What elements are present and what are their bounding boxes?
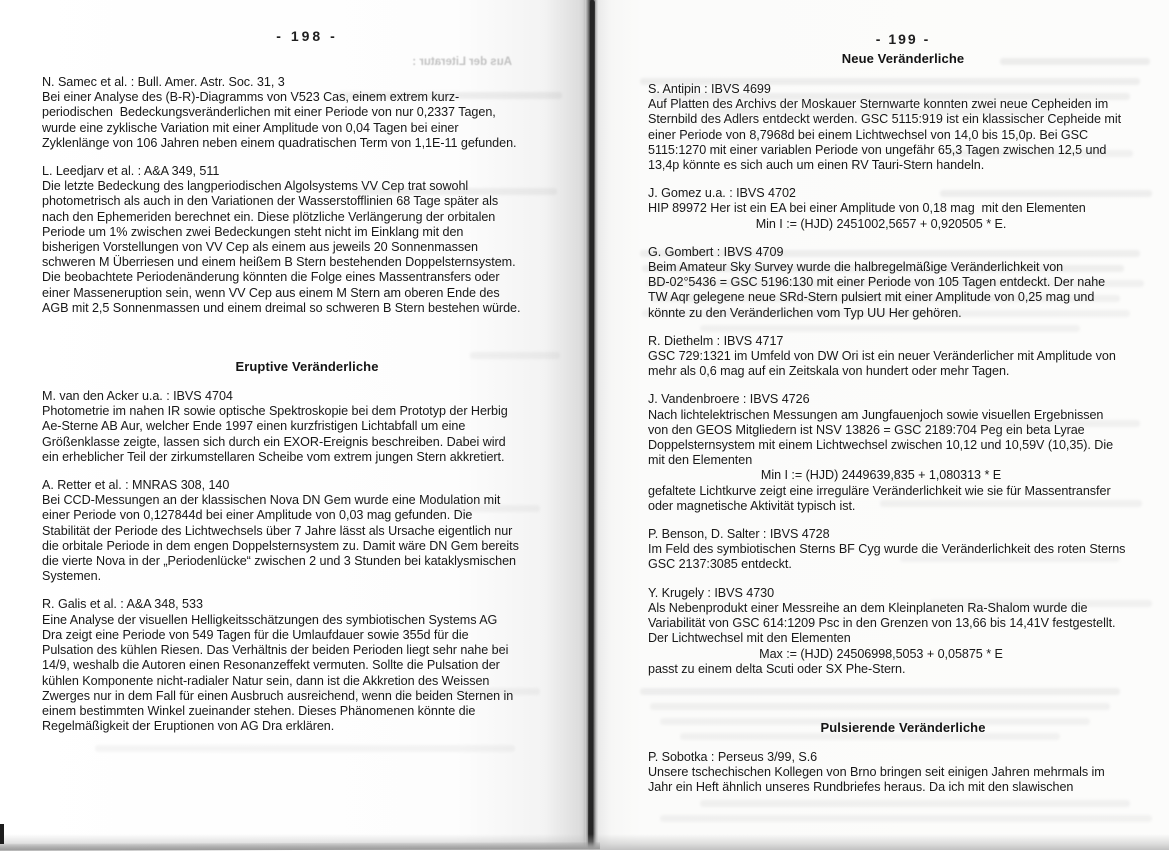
body-text-line: Ae-Sterne AB Aur, welcher Ende 1997 einen kurzfristigen Lichtabfall um eine bbox=[42, 419, 466, 434]
reference-citation: J. Gomez u.a. : IBVS 4702 bbox=[648, 186, 796, 201]
body-text-line: nach den Ephemeriden berechnet ein. Diese plötzliche Verlängerung der orbitalen bbox=[42, 209, 496, 224]
body-text-line: Der Lichtwechsel mit den Elementen bbox=[648, 631, 851, 646]
body-text-line: GSC 729:1321 im Umfeld von DW Ori ist ein neuer Veränderlicher mit Amplitude von bbox=[648, 349, 1116, 364]
reference-citation: L. Leedjarv et al. : A&A 349, 511 bbox=[42, 164, 220, 179]
body-text-line: kühlen Komponente nicht-radialer Natur sein, dann ist die Akkretion des Weissen bbox=[42, 673, 490, 688]
section-heading: Eruptive Veränderliche bbox=[235, 359, 379, 375]
body-text-line: HIP 89972 Her ist ein EA bei einer Amplitude von 0,18 mag mit den Elementen bbox=[648, 201, 1086, 216]
body-text-line: die vierte Nova in der „Periodenlücke“ zwischen 2 und 3 Stunden bei kataklysmischen bbox=[42, 554, 516, 569]
body-text-line: Dra zeigt eine Periode von 549 Tagen für die Umlaufdauer sowie 355d für die bbox=[42, 627, 469, 642]
body-text-line: ein erheblicher Teil der zirkumstellaren Scheibe vom extrem jungen Stern akkretiert. bbox=[42, 449, 505, 464]
body-text-line: von den GEOS Mitgliedern ist NSV 13826 = GSC 2189:704 Peg ein beta Lyrae bbox=[648, 422, 1085, 437]
body-text-line: könnte zu den Veränderlichen vom Typ UU Her gehören. bbox=[648, 305, 962, 320]
body-text-line: Unsere tschechischen Kollegen von Brno bringen seit einigen Jahren mehrmals im bbox=[648, 765, 1105, 780]
body-text-line: die orbitale Periode in dem engen Doppelsternsystem zu. Damit wäre DN Gem bereits bbox=[42, 538, 519, 553]
reference-citation: R. Galis et al. : A&A 348, 533 bbox=[42, 597, 203, 612]
body-text-line: Bei einer Analyse des (B-R)-Diagramms von V523 Cas, einem extrem kurz- bbox=[42, 90, 460, 105]
body-text-line: einer Periode von 8,7968d bei einem Lichtwechsel von 14,0 bis 15,0p. Bei GSC bbox=[648, 127, 1089, 142]
body-text-line: Regelmäßigkeit der Eruptionen von AG Dra erklären. bbox=[42, 719, 335, 734]
body-text-line: Pulsation des kühlen Riesen. Das Verhältnis der beiden Perioden liegt sehr nahe bei bbox=[42, 643, 509, 658]
body-text-line: Periode um 1% zwischen zwei Bedeckungen steht nicht im Einklang mit den bbox=[42, 224, 464, 239]
body-text-line: Jahr ein Heft ähnlich unseres Rundbriefes heraus. Da ich mit den slawischen bbox=[648, 780, 1074, 795]
bleedthrough-streak bbox=[95, 745, 515, 752]
scan-left-edge-mark bbox=[0, 824, 4, 844]
body-text-line: einem bestimmten Winkel zueinander stehen. Dieses Phänomenen könnte die bbox=[42, 703, 476, 718]
section-heading: Pulsierende Veränderliche bbox=[820, 719, 986, 735]
body-text-line: Größenklasse zeigte, lassen sich durch ein EXOR-Ereignis beschreiben. Dabei wird bbox=[42, 434, 506, 449]
bleedthrough-streak bbox=[700, 800, 1130, 807]
body-text-line: GSC 2137:3085 entdeckt. bbox=[648, 557, 792, 572]
body-text-line: mehr als 0,6 mag auf ein Zeitskala von hundert oder mehr Tagen. bbox=[648, 364, 1010, 379]
body-text-line: 13,4p könnte es sich auch um einen RV Tauri-Stern handeln. bbox=[648, 158, 985, 173]
body-text-line: schweren M Überriesen und einem heißem B Stern bestehenden Doppelsternsystem. bbox=[42, 255, 516, 270]
reference-citation: P. Benson, D. Salter : IBVS 4728 bbox=[648, 527, 830, 542]
body-text-line: Als Nebenprodukt einer Messreihe an dem Kleinplaneten Ra-Shalom wurde die bbox=[648, 600, 1088, 615]
body-text-line: BD-02°5436 = GSC 5196:130 mit einer Periode von 105 Tagen entdeckt. Der nahe bbox=[648, 275, 1106, 290]
body-text-line: Im Feld des symbiotischen Sterns BF Cyg wurde die Veränderlichkeit des roten Sterns bbox=[648, 542, 1126, 557]
reference-citation: J. Vandenbroere : IBVS 4726 bbox=[648, 392, 810, 407]
formula-line: Max := (HJD) 24506998,5053 + 0,05875 * E bbox=[759, 646, 1003, 661]
body-text-line: 14/9, weshalb die Autoren einen Resonanzeffekt vermuten. Sollte die Pulsation der bbox=[42, 658, 500, 673]
reference-citation: G. Gombert : IBVS 4709 bbox=[648, 244, 784, 259]
body-text-line: Bei CCD-Messungen an der klassischen Nova DN Gem wurde eine Modulation mit bbox=[42, 493, 501, 508]
body-text-line: TW Aqr gelegene neue SRd-Stern pulsiert mit einer Amplitude von 0,25 mag und bbox=[648, 290, 1095, 305]
body-text-line: einer Masseneruption sein, wenn VV Cep aus einem M Stern am oberen Ende des bbox=[42, 285, 500, 300]
body-text-line: periodischen Bedeckungsveränderlichen mit einer Periode von nur 0,2337 Tagen, bbox=[42, 105, 496, 120]
body-text-line: Systemen. bbox=[42, 569, 102, 584]
body-text-line: Photometrie im nahen IR sowie optische Spektroskopie bei dem Prototyp der Herbig bbox=[42, 404, 508, 419]
page-198-content bbox=[42, 28, 572, 734]
body-text-line: Beim Amateur Sky Survey wurde die halbregelmäßige Veränderlichkeit von bbox=[648, 260, 1064, 275]
body-text-line: oder magnetische Aktivität typisch ist. bbox=[648, 498, 856, 513]
body-text-line: passt zu einem delta Scuti oder SX Phe-Stern. bbox=[648, 661, 906, 676]
page-number-left: - 198 - bbox=[276, 28, 338, 44]
body-text-line: bisherigen Vorstellungen von VV Cep als einem aus jeweils 20 Sonnenmassen bbox=[42, 240, 479, 255]
body-text-line: Variabilität von GSC 614:1209 Psc in den Grenzen von 13,66 bis 14,41V festgestellt. bbox=[648, 616, 1116, 631]
bleedthrough-mirrored-text: Aus der Literatur : bbox=[412, 56, 512, 68]
reference-citation: A. Retter et al. : MNRAS 308, 140 bbox=[42, 478, 230, 493]
body-text-line: Die letzte Bedeckung des langperiodischen Algolsystems VV Cep trat sowohl bbox=[42, 179, 469, 194]
body-text-line: 5115:1270 mit einer variablen Periode von ungefähr 65,3 Tagen zwischen 12,5 und bbox=[648, 142, 1107, 157]
formula-line: Min I := (HJD) 2451002,5657 + 0,920505 * E. bbox=[755, 216, 1007, 231]
body-text-line: photometrisch als auch in den Variationen der Wasserstofflinien 68 Tage später als bbox=[42, 194, 499, 209]
body-text-line: gefaltete Lichtkurve zeigt eine irreguläre Veränderlichkeit wie sie für Massentransfer bbox=[648, 483, 1111, 498]
reference-citation: N. Samec et al. : Bull. Amer. Astr. Soc. 31, 3 bbox=[42, 75, 285, 89]
bleedthrough-streak bbox=[660, 815, 1152, 822]
reference-citation: S. Antipin : IBVS 4699 bbox=[648, 82, 771, 96]
body-text-line: Nach lichtelektrischen Messungen am Jungfauenjoch sowie visuellen Ergebnissen bbox=[648, 407, 1104, 422]
section-heading: Neue Veränderliche bbox=[841, 51, 965, 66]
body-text-line: AGB mit 2,5 Sonnenmassen und einem dreimal so schweren B Stern bestehen würde. bbox=[42, 300, 521, 315]
body-text-line: einer Periode von 0,127844d bei einer Amplitude von 0,03 mag gefunden. Die bbox=[42, 508, 473, 523]
formula-line: Min I := (HJD) 2449639,835 + 1,080313 * E bbox=[760, 468, 1002, 483]
body-text-line: mit den Elementen bbox=[648, 453, 753, 468]
reference-citation: Y. Krugely : IBVS 4730 bbox=[648, 585, 775, 600]
body-text-line: Zyklenlänge von 106 Jahren neben einem quadratischen Term von 1,1E-11 gefunden. bbox=[42, 135, 517, 150]
page-number-right: - 199 - bbox=[875, 31, 931, 47]
page-199-content bbox=[648, 31, 1158, 796]
page-199-blocks bbox=[648, 51, 1158, 796]
reference-citation: P. Sobotka : Perseus 3/99, S.6 bbox=[648, 749, 818, 764]
body-text-line: Eine Analyse der visuellen Helligkeitsschätzungen des symbiotischen Systems AG bbox=[42, 612, 498, 627]
body-text-line: Doppelsternsystem mit einem Lichtwechsel zwischen 10,12 und 10,59V (10,35). Die bbox=[648, 438, 1114, 453]
reference-citation: R. Diethelm : IBVS 4717 bbox=[648, 333, 784, 348]
body-text-line: wurde eine zyklische Variation mit einer Amplitude von 0,04 Tagen bei einer bbox=[42, 120, 459, 135]
reference-citation: M. van den Acker u.a. : IBVS 4704 bbox=[42, 389, 233, 404]
page-198-blocks bbox=[42, 75, 572, 734]
body-text-line: Die beobachtete Periodenänderung könnten die Folge eines Massentransfers oder bbox=[42, 270, 500, 285]
body-text-line: Stabilität der Periode des Lichtwechsels über 7 Jahre lässt als Ursache eigentlich nur bbox=[42, 523, 513, 538]
body-text-line: Zwerges nur in dem Fall für einen Ausbruch ausreichend, wenn die beiden Sternen in bbox=[42, 688, 514, 703]
body-text-line: Auf Platten des Archivs der Moskauer Sternwarte konnten zwei neue Cepheiden im bbox=[648, 97, 1109, 112]
body-text-line: Sternbild des Adlers entdeckt werden. GSC 5115:919 ist ein klassischer Cepheide mit bbox=[648, 112, 1122, 127]
